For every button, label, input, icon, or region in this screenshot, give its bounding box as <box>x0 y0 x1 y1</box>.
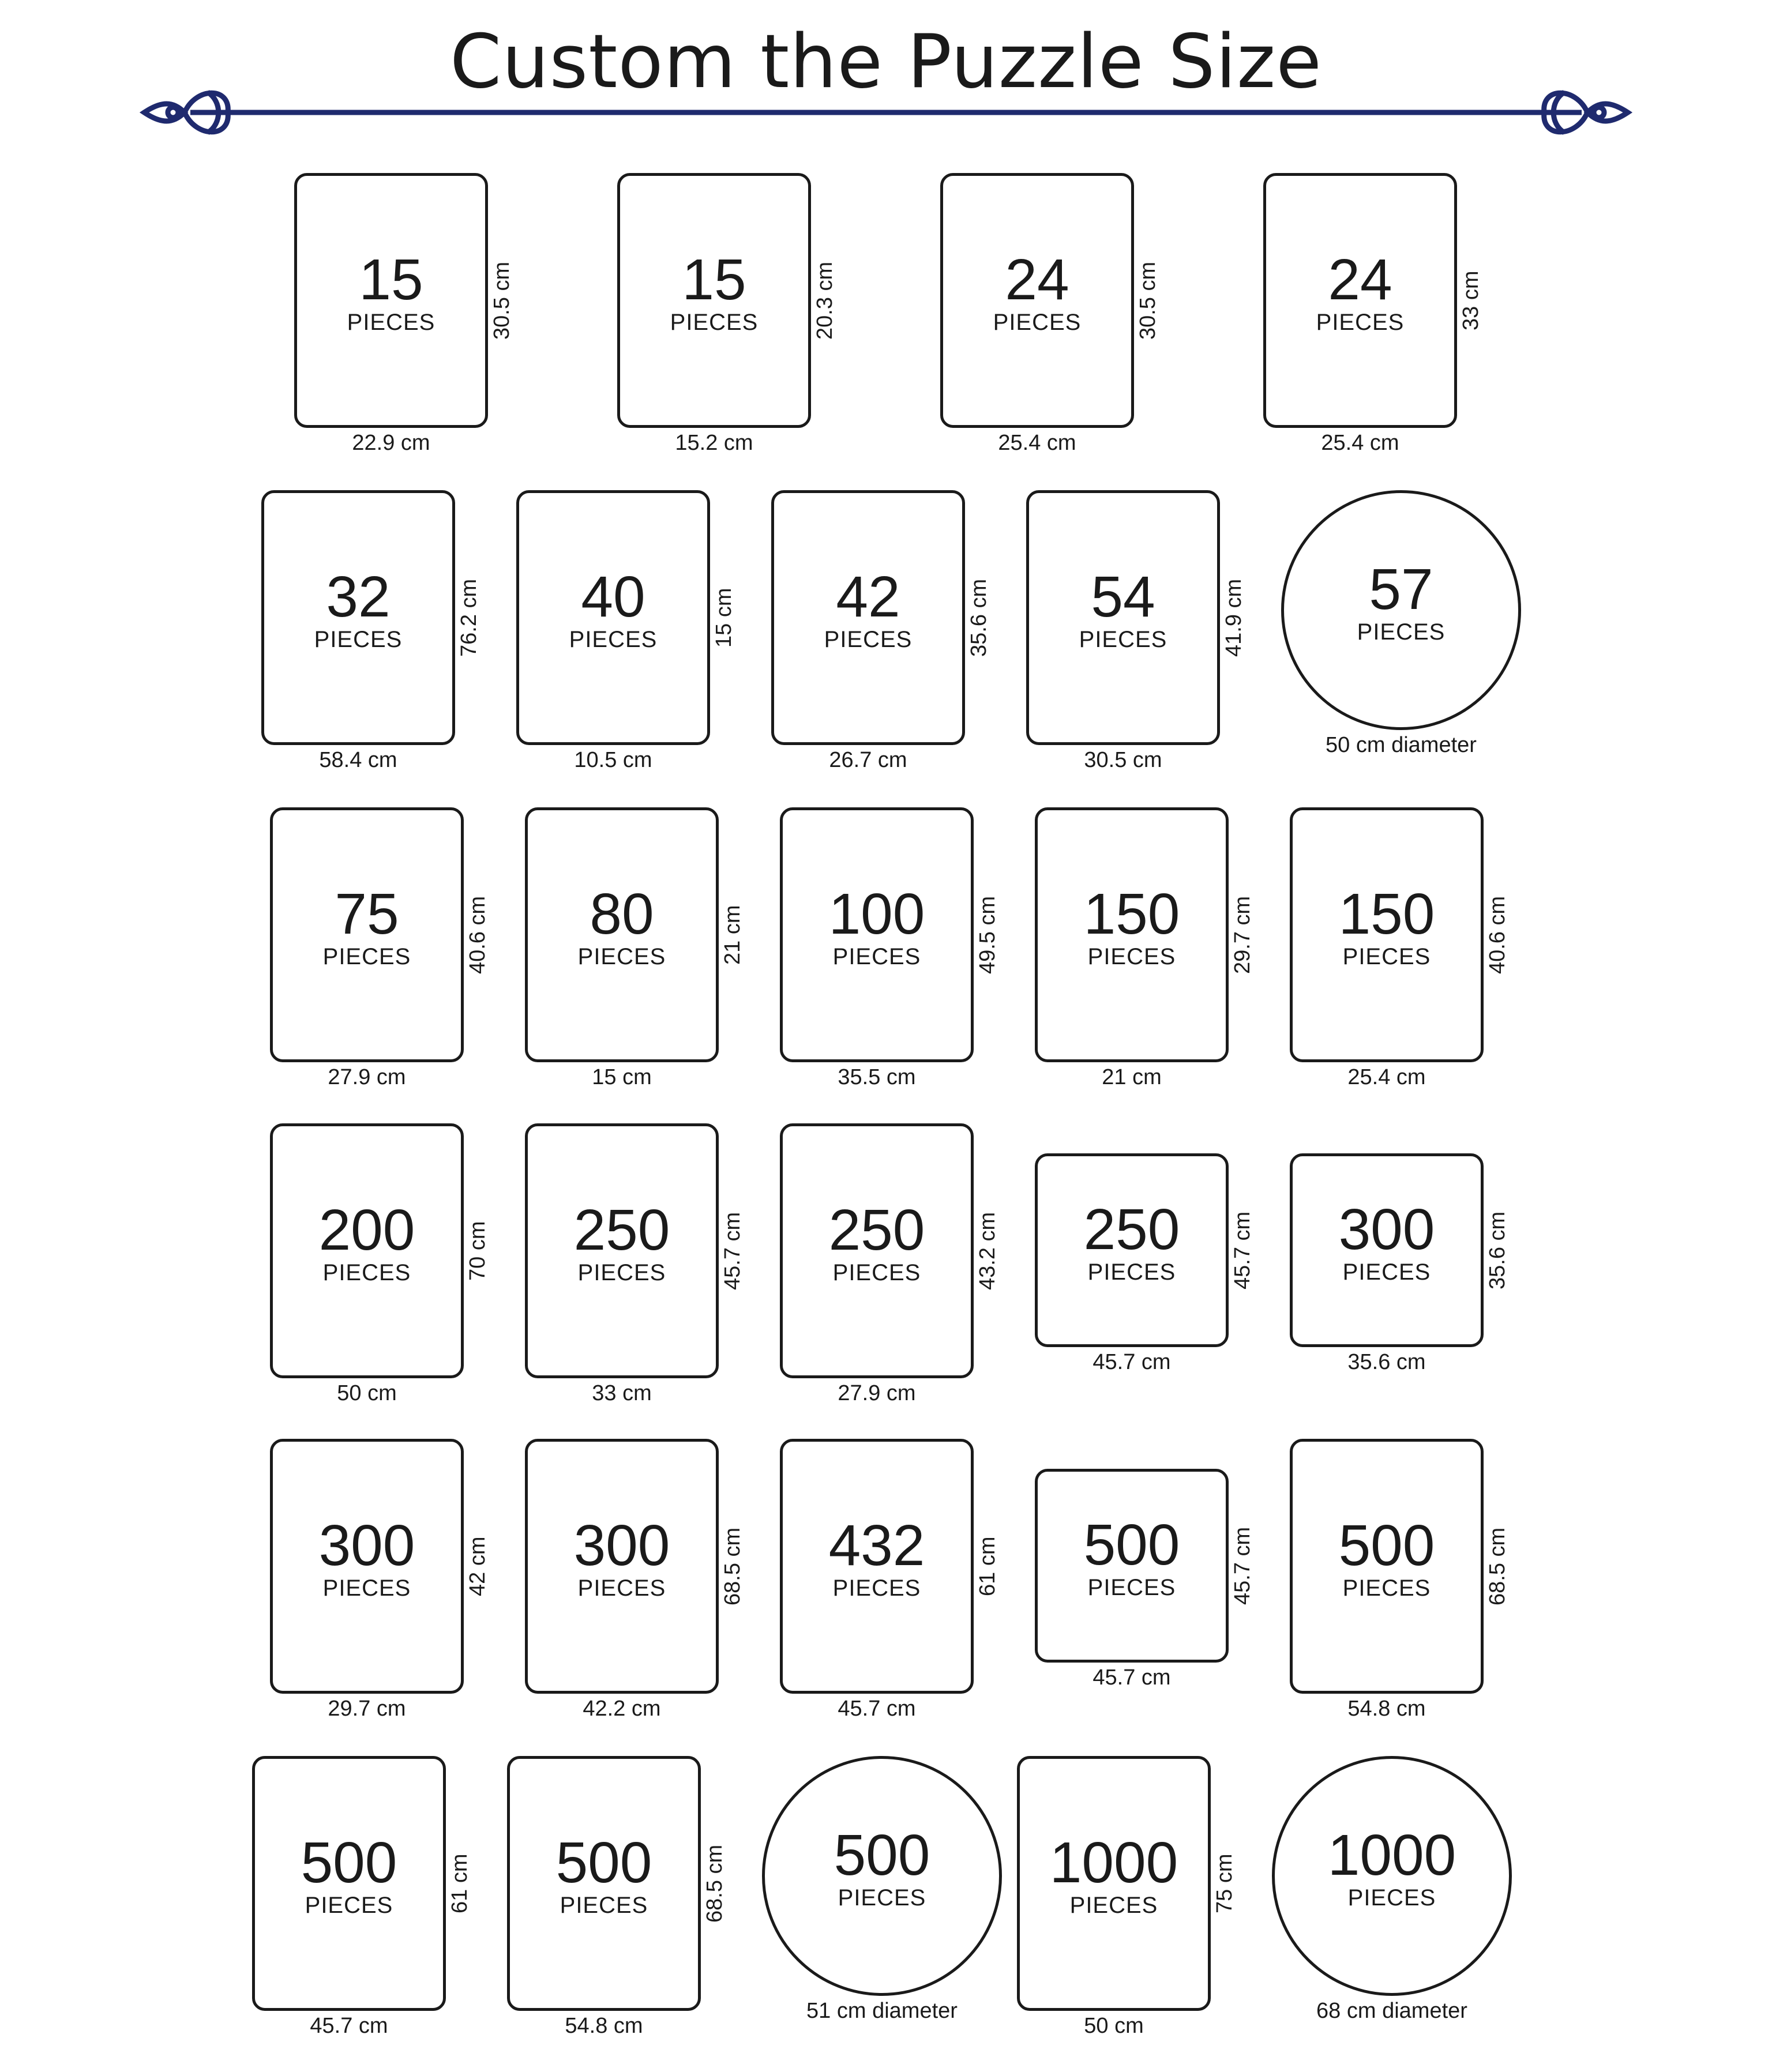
pieces-label: PIECES <box>322 1575 411 1601</box>
piece-count-group <box>1020 1830 1208 1919</box>
piece-count: 500 <box>1338 1513 1435 1578</box>
rect-puzzle-outline[interactable] <box>771 490 965 745</box>
height-label: 35.6 cm <box>1485 1211 1510 1289</box>
piece-count-group <box>519 565 707 653</box>
width-label: 45.7 cm <box>838 1697 916 1721</box>
rect-puzzle-outline[interactable] <box>1035 1469 1229 1663</box>
piece-count: 40 <box>581 565 645 630</box>
pieces-label: PIECES <box>560 1893 648 1919</box>
width-label: 45.7 cm <box>310 2014 388 2038</box>
piece-count: 24 <box>1005 247 1069 313</box>
height-label: 68.5 cm <box>1485 1527 1510 1605</box>
pieces-label: PIECES <box>1357 619 1446 645</box>
rect-puzzle-outline[interactable] <box>1290 1439 1484 1694</box>
width-label: 45.7 cm <box>1093 1350 1171 1374</box>
piece-count-group <box>783 1513 971 1602</box>
piece-count: 1000 <box>1049 1830 1178 1896</box>
piece-count-group <box>620 247 808 336</box>
pieces-label: PIECES <box>577 1260 666 1286</box>
pieces-label: PIECES <box>832 1575 921 1601</box>
height-label: 75 cm <box>1212 1853 1237 1913</box>
rect-puzzle-outline[interactable] <box>525 1123 719 1378</box>
height-label: 61 cm <box>975 1536 1000 1596</box>
height-label: 15 cm <box>712 588 736 648</box>
height-label: 42 cm <box>465 1536 490 1596</box>
round-puzzle-outline[interactable] <box>762 1756 1002 1996</box>
height-label: 35.6 cm <box>967 578 991 657</box>
width-label: 27.9 cm <box>838 1381 916 1405</box>
rect-puzzle-outline[interactable] <box>940 173 1134 428</box>
height-label: 40.6 cm <box>465 896 490 974</box>
width-label: 29.7 cm <box>328 1697 406 1721</box>
width-label: 45.7 cm <box>1093 1665 1171 1690</box>
rect-puzzle-outline[interactable] <box>1290 807 1484 1062</box>
piece-count: 15 <box>359 247 423 313</box>
piece-count-group <box>528 882 716 971</box>
piece-count: 24 <box>1328 247 1392 313</box>
piece-count: 500 <box>301 1830 397 1896</box>
height-label: 30.5 cm <box>490 261 514 340</box>
piece-count-group <box>273 1513 461 1602</box>
width-label: 22.9 cm <box>352 431 430 455</box>
piece-count: 150 <box>1338 882 1435 947</box>
piece-count: 300 <box>1338 1197 1435 1262</box>
piece-count: 200 <box>318 1198 415 1263</box>
piece-count: 32 <box>326 565 391 630</box>
width-label: 54.8 cm <box>565 2014 643 2038</box>
height-label: 49.5 cm <box>975 896 1000 974</box>
pieces-label: PIECES <box>838 1885 926 1911</box>
piece-count: 250 <box>828 1198 925 1263</box>
height-label: 45.7 cm <box>1230 1526 1255 1605</box>
piece-count-group <box>1038 882 1226 971</box>
piece-count-group <box>1293 882 1481 971</box>
rect-puzzle-outline[interactable] <box>1263 173 1457 428</box>
pieces-label: PIECES <box>305 1893 393 1919</box>
piece-count: 80 <box>590 882 654 947</box>
pieces-label: PIECES <box>314 627 403 653</box>
pieces-label: PIECES <box>824 627 913 653</box>
piece-count-group <box>255 1830 443 1919</box>
piece-count-group <box>273 882 461 971</box>
pieces-label: PIECES <box>1342 1575 1431 1601</box>
pieces-label: PIECES <box>832 1260 921 1286</box>
pieces-label: PIECES <box>1342 1259 1431 1285</box>
piece-count: 57 <box>1369 557 1433 622</box>
pieces-label: PIECES <box>1079 627 1167 653</box>
rect-puzzle-outline[interactable] <box>294 173 488 428</box>
width-label: 15 cm <box>592 1065 652 1089</box>
rect-puzzle-outline[interactable] <box>525 1439 719 1694</box>
width-label: 25.4 cm <box>1347 1065 1426 1089</box>
width-label: 50 cm <box>337 1381 397 1405</box>
piece-count: 250 <box>1083 1197 1180 1262</box>
piece-count: 300 <box>318 1513 415 1578</box>
width-label: 10.5 cm <box>574 748 652 772</box>
pieces-label: PIECES <box>993 310 1082 336</box>
diameter-label: 50 cm diameter <box>1326 733 1477 757</box>
piece-count-group <box>1275 1823 1509 1912</box>
piece-count-group <box>783 882 971 971</box>
rect-puzzle-outline[interactable] <box>270 1123 464 1378</box>
rect-puzzle-outline[interactable] <box>1290 1153 1484 1347</box>
pieces-label: PIECES <box>1087 1259 1176 1285</box>
rect-puzzle-outline[interactable] <box>516 490 710 745</box>
piece-count: 54 <box>1091 565 1155 630</box>
width-label: 50 cm <box>1084 2014 1144 2038</box>
width-label: 35.6 cm <box>1347 1350 1426 1374</box>
width-label: 54.8 cm <box>1347 1697 1426 1721</box>
pieces-label: PIECES <box>577 1575 666 1601</box>
piece-count-group <box>1284 557 1518 646</box>
pieces-label: PIECES <box>670 310 759 336</box>
piece-count-group <box>528 1513 716 1602</box>
width-label: 30.5 cm <box>1084 748 1162 772</box>
width-label: 58.4 cm <box>319 748 397 772</box>
rect-puzzle-outline[interactable] <box>1035 807 1229 1062</box>
piece-count-group <box>264 565 452 653</box>
width-label: 15.2 cm <box>675 431 753 455</box>
piece-count-group <box>1293 1197 1481 1286</box>
pieces-label: PIECES <box>1342 944 1431 970</box>
piece-count-group <box>273 1198 461 1287</box>
width-label: 27.9 cm <box>328 1065 406 1089</box>
piece-count: 15 <box>682 247 746 313</box>
rect-puzzle-outline[interactable] <box>525 807 719 1062</box>
page-title: Custom the Puzzle Size <box>450 19 1322 105</box>
height-label: 30.5 cm <box>1136 261 1160 340</box>
piece-count-group <box>510 1830 698 1919</box>
piece-count-group <box>783 1198 971 1287</box>
pieces-label: PIECES <box>1087 1575 1176 1601</box>
piece-count: 300 <box>573 1513 670 1578</box>
rect-puzzle-outline[interactable] <box>252 1756 446 2011</box>
pieces-label: PIECES <box>832 944 921 970</box>
pieces-label: PIECES <box>347 310 436 336</box>
piece-count-group <box>1266 247 1454 336</box>
height-label: 41.9 cm <box>1222 578 1246 657</box>
height-label: 45.7 cm <box>1230 1211 1255 1289</box>
piece-count: 1000 <box>1327 1823 1456 1888</box>
pieces-label: PIECES <box>577 944 666 970</box>
pieces-label: PIECES <box>1316 310 1405 336</box>
height-label: 40.6 cm <box>1485 896 1510 974</box>
pieces-label: PIECES <box>1347 1885 1436 1911</box>
rect-puzzle-outline[interactable] <box>617 173 811 428</box>
piece-count: 500 <box>1083 1513 1180 1578</box>
height-label: 68.5 cm <box>720 1527 745 1605</box>
height-label: 20.3 cm <box>813 261 837 340</box>
width-label: 25.4 cm <box>1321 431 1399 455</box>
rect-puzzle-outline[interactable] <box>270 1439 464 1694</box>
piece-count-group <box>774 565 962 653</box>
rect-puzzle-outline[interactable] <box>1026 490 1220 745</box>
width-label: 21 cm <box>1102 1065 1162 1089</box>
rect-puzzle-outline[interactable] <box>1017 1756 1211 2011</box>
piece-count-group <box>1038 1513 1226 1601</box>
rect-puzzle-outline[interactable] <box>780 1439 974 1694</box>
rect-puzzle-outline[interactable] <box>270 807 464 1062</box>
round-puzzle-outline[interactable] <box>1272 1756 1512 1996</box>
rect-puzzle-outline[interactable] <box>261 490 455 745</box>
piece-count-group <box>765 1823 999 1912</box>
piece-count-group <box>1293 1513 1481 1602</box>
diameter-label: 51 cm diameter <box>806 1999 958 2023</box>
rect-puzzle-outline[interactable] <box>1035 1153 1229 1347</box>
piece-count: 75 <box>335 882 399 947</box>
piece-count: 42 <box>836 565 900 630</box>
height-label: 29.7 cm <box>1230 896 1255 974</box>
rect-puzzle-outline[interactable] <box>780 807 974 1062</box>
piece-count-group <box>1029 565 1217 653</box>
pieces-label: PIECES <box>322 1260 411 1286</box>
width-label: 26.7 cm <box>829 748 907 772</box>
piece-count-group <box>297 247 485 336</box>
round-puzzle-outline[interactable] <box>1281 490 1521 730</box>
height-label: 68.5 cm <box>703 1844 727 1923</box>
width-label: 42.2 cm <box>583 1697 661 1721</box>
height-label: 21 cm <box>720 905 745 965</box>
pieces-label: PIECES <box>1087 944 1176 970</box>
piece-count: 250 <box>573 1198 670 1263</box>
height-label: 33 cm <box>1459 270 1483 330</box>
pieces-label: PIECES <box>322 944 411 970</box>
width-label: 35.5 cm <box>838 1065 916 1089</box>
piece-count: 150 <box>1083 882 1180 947</box>
width-label: 33 cm <box>592 1381 652 1405</box>
pieces-label: PIECES <box>1069 1893 1158 1919</box>
height-label: 76.2 cm <box>457 578 481 657</box>
piece-count-group <box>943 247 1131 336</box>
height-label: 61 cm <box>448 1853 472 1913</box>
height-label: 45.7 cm <box>720 1212 745 1290</box>
piece-count: 432 <box>828 1513 925 1578</box>
width-label: 25.4 cm <box>998 431 1076 455</box>
diameter-label: 68 cm diameter <box>1316 1999 1467 2023</box>
rect-puzzle-outline[interactable] <box>780 1123 974 1378</box>
piece-count: 500 <box>834 1823 930 1888</box>
piece-count: 100 <box>828 882 925 947</box>
pieces-label: PIECES <box>569 627 658 653</box>
height-label: 43.2 cm <box>975 1212 1000 1290</box>
rect-puzzle-outline[interactable] <box>507 1756 701 2011</box>
height-label: 70 cm <box>465 1221 490 1281</box>
piece-count-group <box>1038 1197 1226 1286</box>
piece-count-group <box>528 1198 716 1287</box>
piece-count: 500 <box>555 1830 652 1896</box>
